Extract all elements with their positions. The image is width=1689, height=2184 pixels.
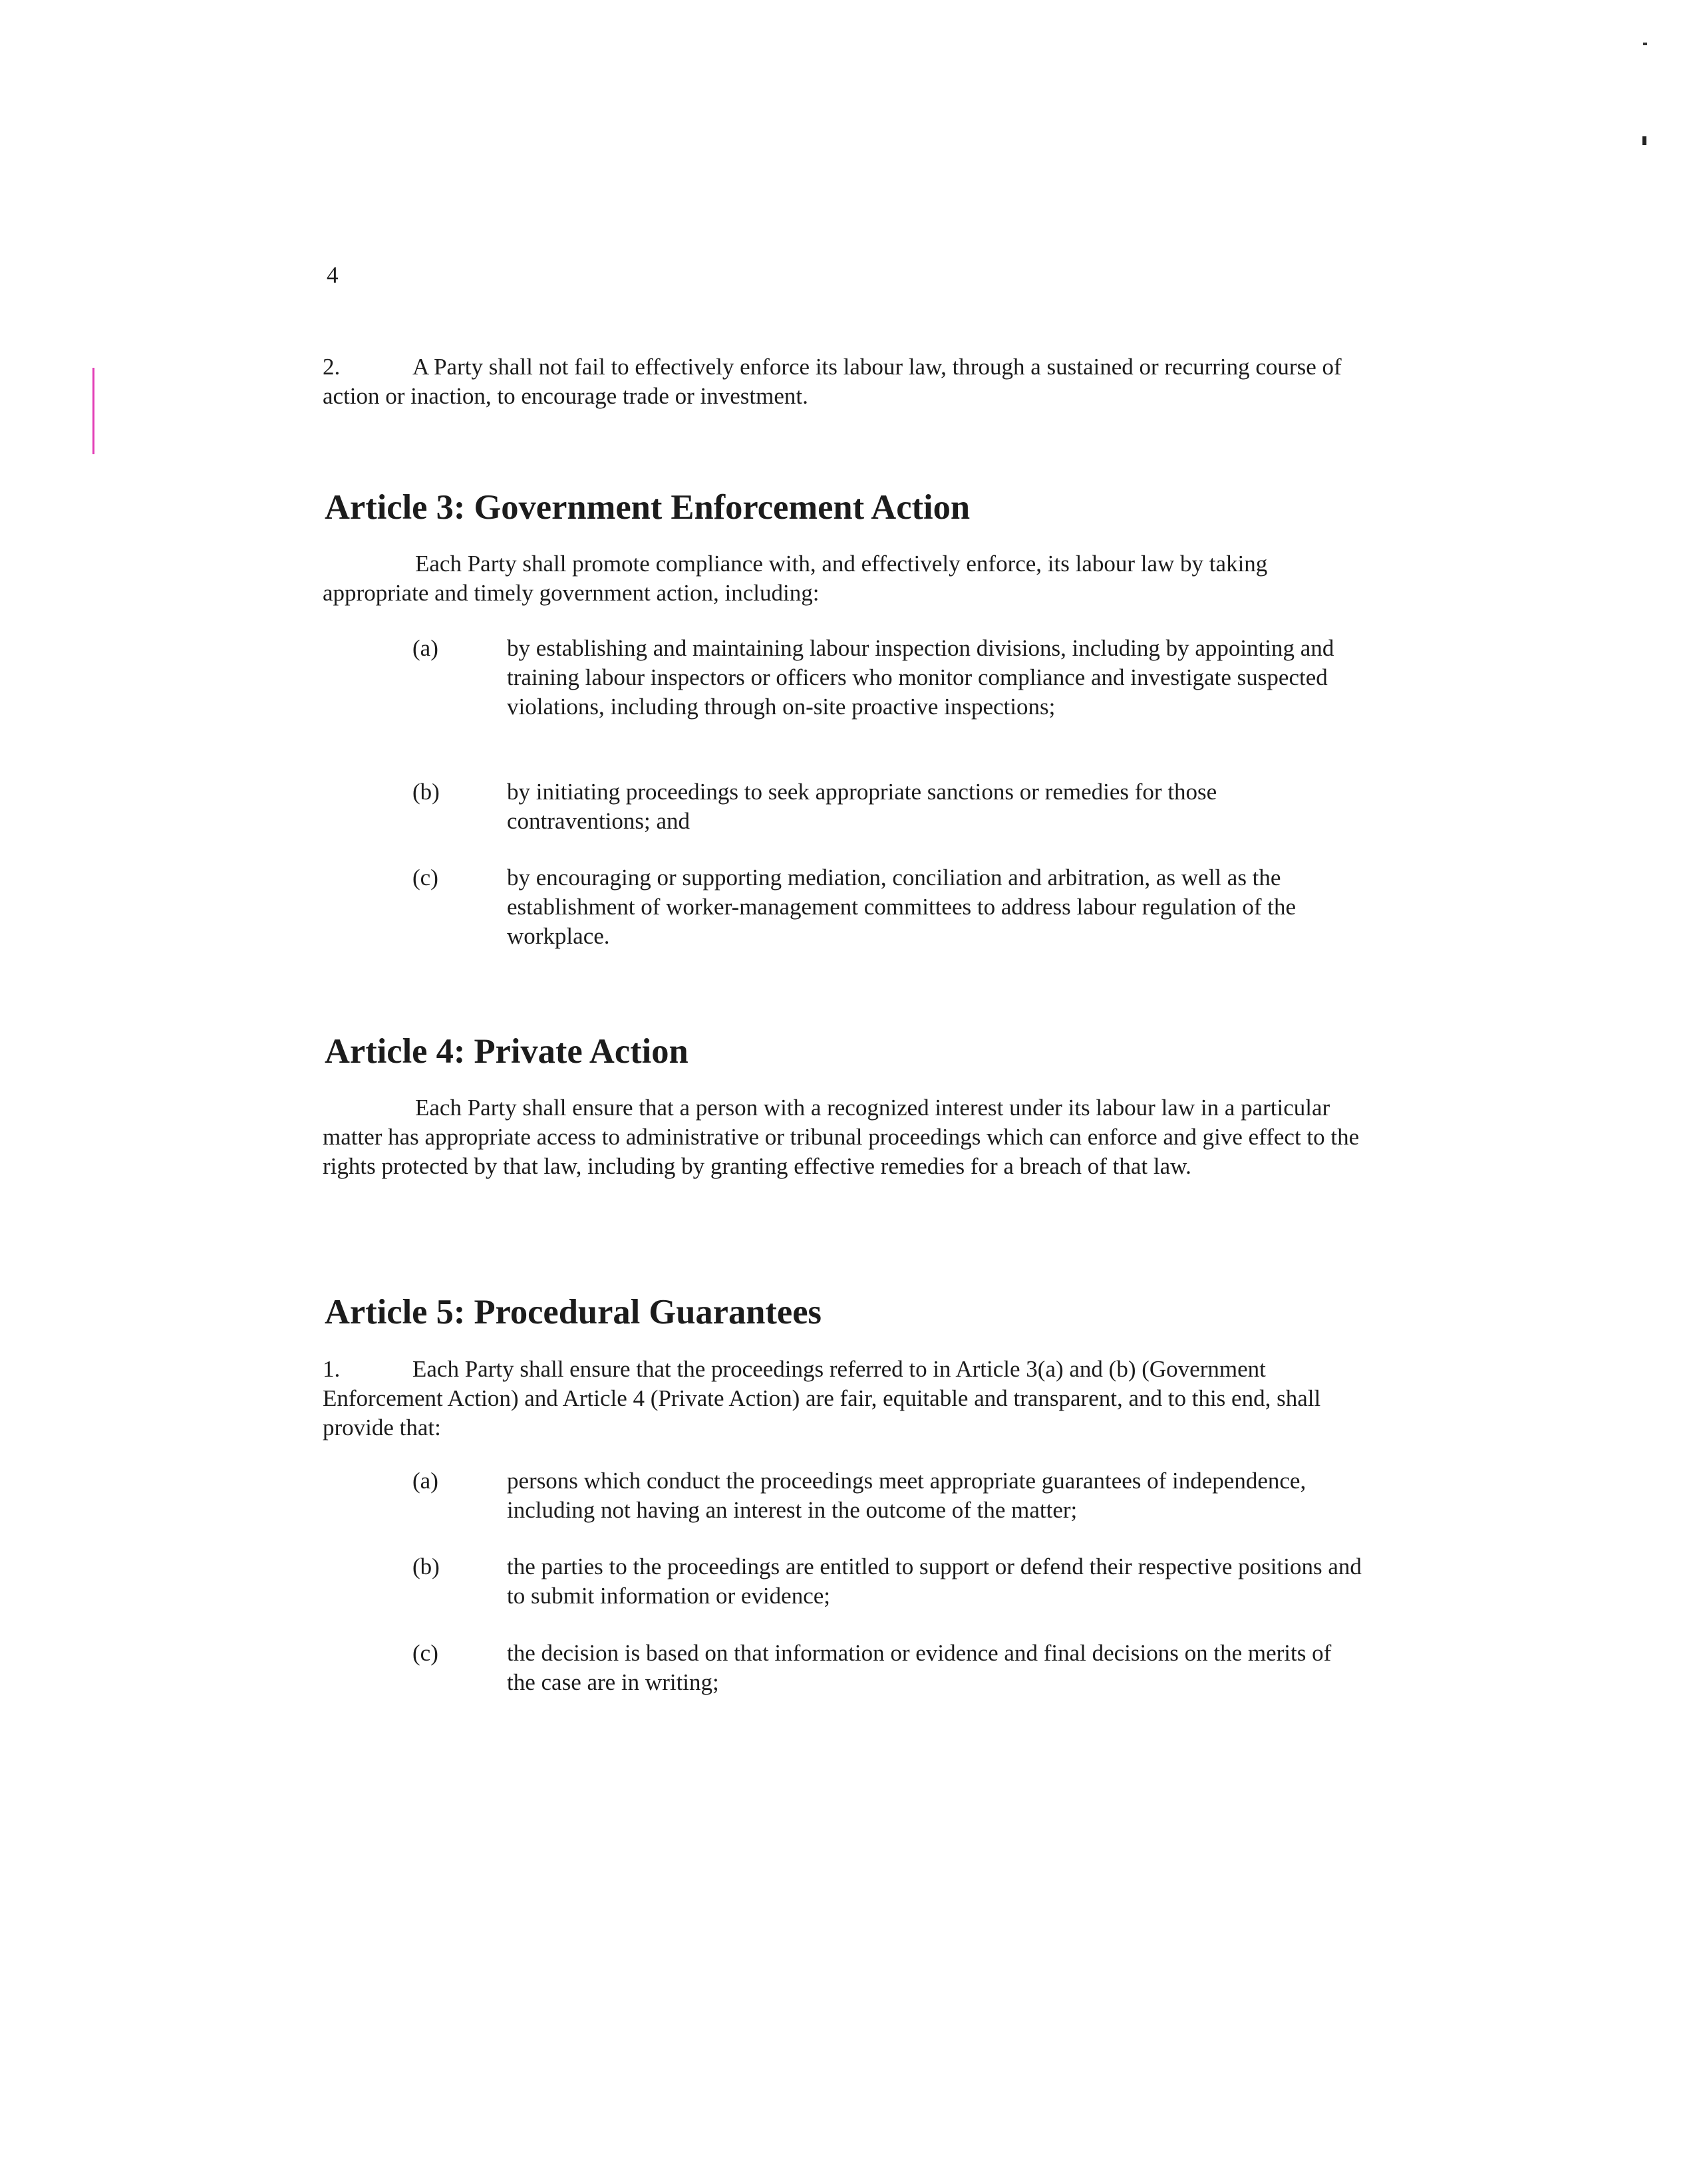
page-number: 4 (327, 262, 339, 288)
scan-speck (1643, 43, 1647, 45)
list-item-label: (c) (412, 1640, 438, 1666)
list-item-text: by encouraging or supporting mediation, conciliation and arbitration, as well as the establishment of worker-management committees to address labour regulation of the workplace. (507, 865, 1297, 949)
list-item-label: (c) (412, 865, 438, 890)
paragraph-number: 1. (323, 1356, 341, 1382)
list-item-text: the parties to the proceedings are entitled to support or defend their respective positions and to submit information or evidence; (507, 1554, 1362, 1609)
list-item-label: (b) (412, 779, 440, 805)
paragraph-number: 2. (323, 354, 341, 380)
list-item-text: the decision is based on that information or evidence and final decisions on the merits of the case are in writing; (507, 1640, 1332, 1695)
list-item-text: by initiating proceedings to seek appropriate sanctions or remedies for those contraventions; and (507, 779, 1217, 834)
article-3-intro: Each Party shall promote compliance with, and effectively enforce, its labour law by taking appropriate and timely government action, including: (323, 551, 1268, 606)
article-4-heading: Article 4: Private Action (325, 1032, 689, 1071)
list-item-label: (b) (412, 1554, 440, 1579)
scan-speck (1642, 136, 1646, 145)
paragraph-text: Each Party shall ensure that the proceedings referred to in Article 3(a) and (b) (Government Enforcement Action) and Article 4 (Private Action) are fair, equitable and transparent, and to this end, shall provide that: (323, 1356, 1321, 1440)
article-5-heading: Article 5: Procedural Guarantees (325, 1293, 822, 1331)
article-3-heading: Article 3: Government Enforcement Action (325, 488, 971, 527)
list-item-text: by establishing and maintaining labour inspection divisions, including by appointing and training labour inspectors or officers who monitor compliance and investigate suspected violations, including through on-site proactive inspections; (507, 635, 1334, 720)
article-4-paragraph: Each Party shall ensure that a person with a recognized interest under its labour law in a particular matter has appropriate access to administrative or tribunal proceedings which can enforce and give effect to the rights protected by that law, including by granting effective remedies for a breach of that law. (323, 1095, 1360, 1179)
list-item-label: (a) (412, 1468, 438, 1494)
margin-mark-line (92, 368, 94, 454)
article2-paragraph-2 (323, 352, 1360, 411)
list-item-label: (a) (412, 635, 438, 661)
article5-paragraph-1 (323, 1355, 1360, 1442)
paragraph-text: A Party shall not fail to effectively enforce its labour law, through a sustained or recurring course of action or inaction, to encourage trade or investment. (323, 354, 1342, 409)
list-item-text: persons which conduct the proceedings meet appropriate guarantees of independence, including not having an interest in the outcome of the matter; (507, 1468, 1306, 1523)
